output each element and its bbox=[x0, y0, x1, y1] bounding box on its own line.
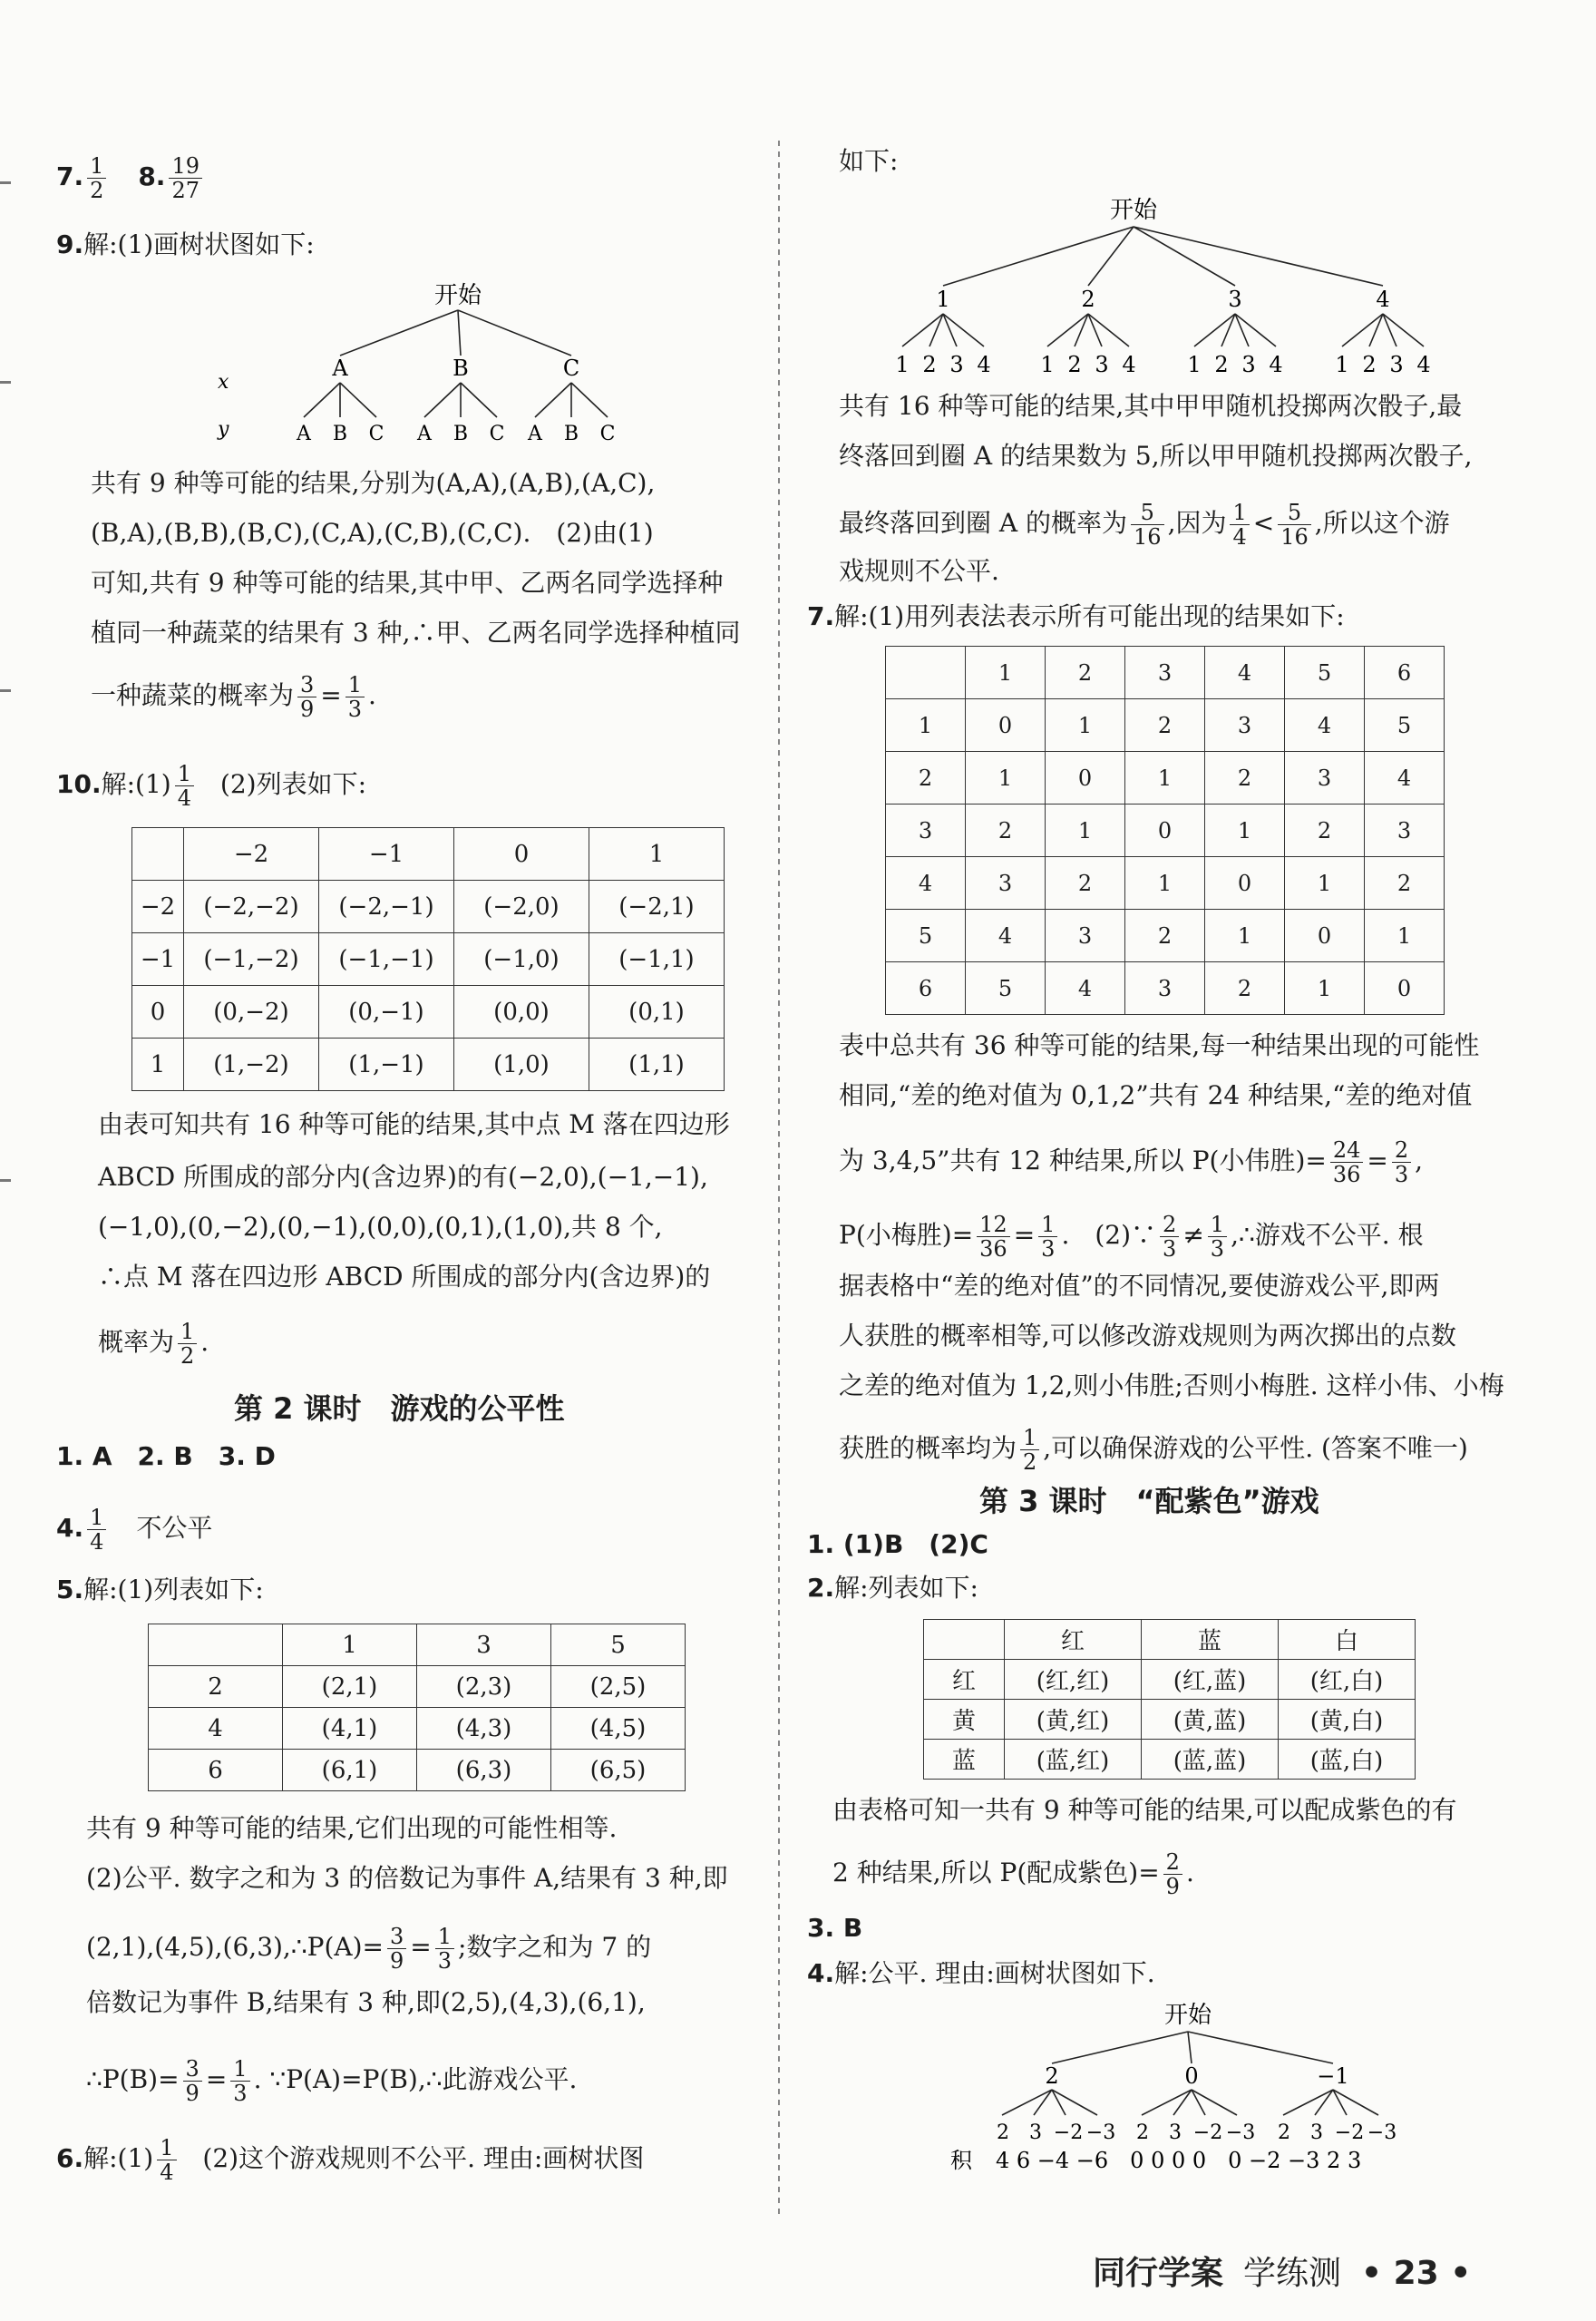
table-cell: 1 bbox=[966, 752, 1046, 805]
table-row bbox=[149, 1708, 686, 1750]
table-cell: 1 bbox=[1125, 752, 1205, 805]
table-cell: 0 bbox=[132, 986, 184, 1039]
tree-node: 3 bbox=[1228, 287, 1242, 312]
table-cell: 2 bbox=[966, 805, 1046, 857]
table-cell: 5 bbox=[1365, 699, 1445, 752]
tree-leaf: B bbox=[332, 423, 348, 445]
table-cell: (1,−2) bbox=[184, 1039, 319, 1091]
table-row bbox=[886, 805, 1445, 857]
tree-branches bbox=[902, 227, 1424, 346]
text-line: 相同,“差的绝对值为 0,1,2”共有 24 种结果,“差的绝对值 bbox=[839, 1080, 1473, 1110]
product-values: 4 6 −4 −6 0 0 0 0 0 −2 −3 2 3 bbox=[996, 2148, 1362, 2173]
q7-intro: 7.解:(1)用列表法表示所有可能出现的结果如下: bbox=[807, 601, 1345, 631]
tree-leaf: 3 bbox=[1029, 2121, 1042, 2144]
table-cell: 3 bbox=[1205, 699, 1285, 752]
table-cell: 5 bbox=[966, 962, 1046, 1015]
tree-leaf: 2 bbox=[1136, 2121, 1149, 2144]
table-cell: 1 bbox=[1205, 910, 1285, 962]
table-header-row bbox=[132, 828, 725, 881]
tree-node: C bbox=[562, 356, 580, 381]
table-cell: (0,−1) bbox=[319, 986, 454, 1039]
table-cell: 4 bbox=[1046, 962, 1125, 1015]
text-line: (−1,0),(0,−2),(0,−1),(0,0),(0,1),(1,0),共 8 个, bbox=[98, 1212, 663, 1242]
table-cell: (6,1) bbox=[283, 1750, 417, 1791]
table-cell: (蓝,白) bbox=[1279, 1740, 1416, 1780]
q9-intro: 9.解:(1)画树状图如下: bbox=[56, 229, 315, 259]
table-cell: 0 bbox=[454, 828, 589, 881]
answer-7-8: 7. $\frac{1}{2}$ 8. $\frac{19}{27}$ bbox=[56, 154, 206, 202]
tree-leaf: 4 bbox=[977, 352, 991, 377]
table-cell: 3 bbox=[1365, 805, 1445, 857]
table-cell: 6 bbox=[886, 962, 966, 1015]
tree-node: −1 bbox=[1317, 2063, 1349, 2089]
table-cell: −2 bbox=[132, 881, 184, 933]
tree-leaf: 2 bbox=[922, 352, 937, 377]
page-footer bbox=[1093, 2248, 1471, 2294]
table-row bbox=[886, 699, 1445, 752]
q7-table bbox=[885, 646, 1445, 1015]
tree-root: 开始 bbox=[433, 282, 482, 309]
s2-q6-intro: 6.解:(1) $\frac{1}{4}$ (2)这个游戏规则不公平. 理由:画树状图 bbox=[56, 2135, 645, 2185]
table-cell: (−2,−1) bbox=[319, 881, 454, 933]
text-line: 共有 9 种等可能的结果,分别为(A,A),(A,B),(A,C), bbox=[91, 468, 656, 498]
table-header-row bbox=[886, 647, 1445, 699]
table-cell: 1 bbox=[589, 828, 725, 881]
table-cell: 红 bbox=[924, 1660, 1005, 1700]
tree-leaf: 4 bbox=[1122, 352, 1136, 377]
s3-answer-3: 3. B bbox=[807, 1913, 863, 1943]
table-cell bbox=[149, 1624, 283, 1666]
tree-leaf: 3 bbox=[1310, 2121, 1323, 2144]
s2-q5-intro: 5.解:(1)列表如下: bbox=[56, 1575, 264, 1604]
tree-branch bbox=[1188, 2032, 1333, 2063]
text-line: (B,A),(B,B),(B,C),(C,A),(C,B),(C,C). (2)由(1) bbox=[91, 518, 654, 548]
table-cell: 红 bbox=[1005, 1620, 1142, 1660]
table-cell: 4 bbox=[1205, 647, 1285, 699]
table-cell: (0,1) bbox=[589, 986, 725, 1039]
table-cell: 0 bbox=[1205, 857, 1285, 910]
column-divider bbox=[778, 141, 780, 2218]
tree-leaf: A bbox=[417, 423, 432, 445]
s2-answer-4: 4. $\frac{1}{4}$ 不公平 bbox=[56, 1505, 213, 1555]
table-cell: 1 bbox=[1285, 962, 1365, 1015]
tree-branch bbox=[1134, 227, 1235, 286]
text-line: 终落回到圈 A 的结果数为 5,所以甲甲随机投掷两次骰子, bbox=[839, 441, 1473, 471]
table-row bbox=[886, 962, 1445, 1015]
table-cell: (蓝,红) bbox=[1005, 1740, 1142, 1780]
tree-level2 bbox=[997, 2121, 1396, 2144]
table-cell: (1,1) bbox=[589, 1039, 725, 1091]
table-cell: 4 bbox=[149, 1708, 283, 1750]
tree-branch bbox=[424, 383, 461, 417]
table-cell: 2 bbox=[1125, 699, 1205, 752]
table-row bbox=[132, 986, 725, 1039]
table-header-row bbox=[149, 1624, 686, 1666]
tree-root: 开始 bbox=[1163, 2002, 1212, 2029]
tree-leaf: C bbox=[489, 423, 505, 445]
table-cell: 1 bbox=[1365, 910, 1445, 962]
section-heading-3: 第 3 课时 “配紫色”游戏 bbox=[979, 1484, 1319, 1518]
tree-leaf: 1 bbox=[1187, 352, 1202, 377]
tree-level2 bbox=[296, 423, 615, 445]
table-cell: (红,红) bbox=[1005, 1660, 1142, 1700]
tree-leaf: 3 bbox=[1389, 352, 1404, 377]
tree-level1 bbox=[331, 356, 579, 381]
table-cell: 2 bbox=[1365, 857, 1445, 910]
table-cell: 3 bbox=[1125, 962, 1205, 1015]
tree-leaf: 4 bbox=[1416, 352, 1431, 377]
tree-node: 0 bbox=[1184, 2063, 1199, 2089]
text-line: 一种蔬菜的概率为 $\frac{3}{9}$ = $\frac{1}{3}$ . bbox=[91, 672, 376, 722]
text-line: 倍数记为事件 B,结果有 3 种,即(2,5),(4,3),(6,1), bbox=[86, 1987, 646, 2017]
tree-branch bbox=[340, 383, 376, 417]
table-cell: (4,5) bbox=[551, 1708, 686, 1750]
table-cell: (红,白) bbox=[1279, 1660, 1416, 1700]
tree-leaf: C bbox=[599, 423, 616, 445]
margin-mark bbox=[0, 181, 11, 184]
s3-q4-tree-diagram bbox=[934, 1995, 1397, 2177]
table-cell: (−1,−1) bbox=[319, 933, 454, 986]
table-cell: 3 bbox=[417, 1624, 551, 1666]
text-line: 植同一种蔬菜的结果有 3 种,∴甲、乙两名同学选择种植同 bbox=[91, 618, 741, 648]
tree-leaf: C bbox=[368, 423, 384, 445]
q10-table bbox=[131, 827, 725, 1091]
table-cell: −1 bbox=[132, 933, 184, 986]
table-cell: 2 bbox=[1125, 910, 1205, 962]
tree-x-label: x bbox=[218, 371, 229, 394]
text-line: (2,1),(4,5),(6,3),∴P(A)= $\frac{3}{9}$ = $\frac{1}{3}$ ;数字之和为 7 的 bbox=[86, 1924, 652, 1974]
table-cell: 6 bbox=[149, 1750, 283, 1791]
text-line: 可知,共有 9 种等可能的结果,其中甲、乙两名同学选择种 bbox=[91, 568, 724, 598]
table-cell: 蓝 bbox=[924, 1740, 1005, 1780]
text-line: 2 种结果,所以 P(配成紫色)= $\frac{2}{9}$ . bbox=[832, 1849, 1194, 1899]
text-line: ABCD 所围成的部分内(含边界)的有(−2,0),(−1,−1), bbox=[98, 1162, 708, 1192]
table-cell: 1 bbox=[966, 647, 1046, 699]
table-cell: 3 bbox=[1285, 752, 1365, 805]
table-cell: 0 bbox=[1365, 962, 1445, 1015]
table-cell: 4 bbox=[966, 910, 1046, 962]
table-cell: (−2,0) bbox=[454, 881, 589, 933]
table-cell: 3 bbox=[886, 805, 966, 857]
q9-tree-diagram bbox=[209, 272, 635, 444]
table-cell: (6,5) bbox=[551, 1750, 686, 1791]
text-line: 表中总共有 36 种等可能的结果,每一种结果出现的可能性 bbox=[839, 1030, 1480, 1060]
tree-branch bbox=[1283, 2090, 1333, 2115]
table-cell: 蓝 bbox=[1142, 1620, 1279, 1660]
table-cell: 2 bbox=[149, 1666, 283, 1708]
s3-q2-intro: 2.解:列表如下: bbox=[807, 1573, 978, 1603]
table-cell: 4 bbox=[1365, 752, 1445, 805]
table-cell: 0 bbox=[1285, 910, 1365, 962]
tree-leaf: −3 bbox=[1225, 2121, 1256, 2144]
text-line: 戏规则不公平. bbox=[839, 556, 999, 586]
table-cell: 5 bbox=[886, 910, 966, 962]
tree-node: 2 bbox=[1081, 287, 1095, 312]
table-cell: 2 bbox=[1046, 857, 1125, 910]
tree-node: B bbox=[453, 356, 469, 381]
table-row bbox=[132, 933, 725, 986]
table-row bbox=[886, 910, 1445, 962]
tree-leaf: A bbox=[528, 423, 542, 445]
table-cell: (−2,−2) bbox=[184, 881, 319, 933]
tree-branch bbox=[1002, 2090, 1052, 2115]
text-line: 如下: bbox=[839, 146, 899, 176]
tree-branch bbox=[1088, 227, 1134, 286]
table-cell: (1,0) bbox=[454, 1039, 589, 1091]
table-row bbox=[924, 1660, 1416, 1700]
table-cell: 1 bbox=[132, 1039, 184, 1091]
table-cell: −1 bbox=[319, 828, 454, 881]
table-cell bbox=[886, 647, 966, 699]
table-cell: 3 bbox=[966, 857, 1046, 910]
table-cell: (−2,1) bbox=[589, 881, 725, 933]
table-cell: (2,5) bbox=[551, 1666, 686, 1708]
text-line: ∴点 M 落在四边形 ABCD 所围成的部分内(含边界)的 bbox=[98, 1262, 711, 1292]
q10-intro: 10.解:(1) $\frac{1}{4}$ (2)列表如下: bbox=[56, 761, 367, 811]
tree-leaf: B bbox=[453, 423, 469, 445]
table-cell: 1 bbox=[1046, 699, 1125, 752]
tree-leaf: −3 bbox=[1085, 2121, 1116, 2144]
table-header-row bbox=[924, 1620, 1416, 1660]
tree-branch bbox=[1134, 227, 1383, 286]
tree-node: 2 bbox=[1045, 2063, 1059, 2089]
table-cell: 1 bbox=[1125, 857, 1205, 910]
tree-leaf: 1 bbox=[1335, 352, 1349, 377]
table-cell: (6,3) bbox=[417, 1750, 551, 1791]
table-cell: 6 bbox=[1365, 647, 1445, 699]
tree-branch bbox=[458, 310, 461, 356]
text-line: 概率为 $\frac{1}{2}$ . bbox=[98, 1319, 209, 1369]
s2-answers-1-3: 1. A 2. B 3. D bbox=[56, 1441, 276, 1471]
tree-leaf: 3 bbox=[1169, 2121, 1182, 2144]
table-row bbox=[924, 1740, 1416, 1780]
table-cell: 0 bbox=[1046, 752, 1125, 805]
table-cell bbox=[132, 828, 184, 881]
table-cell: −2 bbox=[184, 828, 319, 881]
product-label: 积 bbox=[950, 2148, 972, 2173]
table-row bbox=[132, 1039, 725, 1091]
tree-leaf: 1 bbox=[1040, 352, 1055, 377]
table-cell: 1 bbox=[1285, 857, 1365, 910]
table-row bbox=[149, 1750, 686, 1791]
tree-leaf: A bbox=[297, 423, 311, 445]
tree-branch bbox=[535, 383, 571, 417]
tree-branch bbox=[1188, 2032, 1192, 2063]
table-cell: 5 bbox=[1285, 647, 1365, 699]
table-cell: 2 bbox=[886, 752, 966, 805]
text-line: 共有 16 种等可能的结果,其中甲甲随机投掷两次骰子,最 bbox=[839, 391, 1463, 421]
text-line: 获胜的概率均为 $\frac{1}{2}$ ,可以确保游戏的公平性. (答案不唯一) bbox=[839, 1425, 1468, 1475]
table-row bbox=[149, 1666, 686, 1708]
table-cell: 4 bbox=[886, 857, 966, 910]
tree-leaf: −3 bbox=[1367, 2121, 1397, 2144]
tree-level1 bbox=[1045, 2063, 1348, 2089]
tree-leaf: 3 bbox=[1241, 352, 1256, 377]
tree-branch bbox=[340, 310, 458, 356]
q6-tree-diagram bbox=[889, 190, 1431, 381]
table-cell: (−1,0) bbox=[454, 933, 589, 986]
tree-branch bbox=[461, 383, 497, 417]
table-cell: 2 bbox=[1285, 805, 1365, 857]
table-cell: 黄 bbox=[924, 1700, 1005, 1740]
table-cell: (0,0) bbox=[454, 986, 589, 1039]
section-heading-2: 第 2 课时 游戏的公平性 bbox=[234, 1391, 565, 1426]
table-cell: (4,1) bbox=[283, 1708, 417, 1750]
table-cell: 0 bbox=[1125, 805, 1205, 857]
s3-q4-intro: 4.解:公平. 理由:画树状图如下. bbox=[807, 1958, 1155, 1988]
table-cell: 2 bbox=[1046, 647, 1125, 699]
tree-root: 开始 bbox=[1109, 197, 1158, 224]
table-cell: (−1,1) bbox=[589, 933, 725, 986]
tree-y-label: y bbox=[218, 418, 229, 441]
table-cell: (4,3) bbox=[417, 1708, 551, 1750]
tree-node: A bbox=[332, 356, 348, 381]
table-cell: (红,蓝) bbox=[1142, 1660, 1279, 1700]
text-line: 据表格中“差的绝对值”的不同情况,要使游戏公平,即两 bbox=[839, 1271, 1440, 1301]
tree-leaf: 4 bbox=[1269, 352, 1283, 377]
table-cell: 1 bbox=[1205, 805, 1285, 857]
table-row bbox=[924, 1700, 1416, 1740]
table-cell: (蓝,蓝) bbox=[1142, 1740, 1279, 1780]
text-line: 人获胜的概率相等,可以修改游戏规则为两次掷出的点数 bbox=[839, 1321, 1456, 1351]
tree-leaf: −2 bbox=[1334, 2121, 1365, 2144]
text-line: 最终落回到圈 A 的概率为 $\frac{5}{16}$ ,因为 $\frac{1}{4}$ < $\frac{5}{16}$ ,所以这个游 bbox=[839, 500, 1450, 550]
tree-leaf: 2 bbox=[1278, 2121, 1290, 2144]
table-cell: 白 bbox=[1279, 1620, 1416, 1660]
table-cell: 1 bbox=[886, 699, 966, 752]
table-cell: 3 bbox=[1125, 647, 1205, 699]
table-cell: (2,1) bbox=[283, 1666, 417, 1708]
table-cell: 1 bbox=[1046, 805, 1125, 857]
table-cell: (−1,−2) bbox=[184, 933, 319, 986]
text-line: (2)公平. 数字之和为 3 的倍数记为事件 A,结果有 3 种,即 bbox=[86, 1863, 728, 1893]
tree-branch bbox=[458, 310, 571, 356]
brand-name: 同行学案 bbox=[1093, 2255, 1224, 2292]
margin-mark bbox=[0, 1179, 11, 1182]
page-number: • 23 • bbox=[1361, 2255, 1472, 2292]
tree-branch bbox=[304, 383, 340, 417]
table-row bbox=[132, 881, 725, 933]
s3-q2-table bbox=[923, 1619, 1416, 1780]
text-line: 为 3,4,5”共有 12 种结果,所以 P(小伟胜)= $\frac{24}{36}$ = $\frac{2}{3}$ , bbox=[839, 1137, 1424, 1187]
tree-leaf: 3 bbox=[1095, 352, 1109, 377]
tree-node: 4 bbox=[1376, 287, 1390, 312]
tree-branch bbox=[943, 227, 1134, 286]
table-cell: 1 bbox=[283, 1624, 417, 1666]
table-cell: 2 bbox=[1205, 962, 1285, 1015]
text-line: 之差的绝对值为 1,2,则小伟胜;否则小梅胜. 这样小伟、小梅 bbox=[839, 1370, 1504, 1400]
text-line: ∴P(B)= $\frac{3}{9}$ = $\frac{1}{3}$ . ∵P(A)=P(B),∴此游戏公平. bbox=[86, 2056, 578, 2106]
table-cell: 2 bbox=[1205, 752, 1285, 805]
s2-q5-table bbox=[148, 1624, 686, 1791]
table-cell: (0,−2) bbox=[184, 986, 319, 1039]
tree-branch bbox=[1142, 2090, 1192, 2115]
tree-leaf: 1 bbox=[895, 352, 910, 377]
tree-leaf: 2 bbox=[1067, 352, 1082, 377]
table-cell: (黄,蓝) bbox=[1142, 1700, 1279, 1740]
table-cell: 5 bbox=[551, 1624, 686, 1666]
table-row bbox=[886, 857, 1445, 910]
tree-leaf: 2 bbox=[1362, 352, 1377, 377]
text-line: P(小梅胜)= $\frac{12}{36}$ = $\frac{1}{3}$ . (2)∵ $\frac{2}{3}$ ≠ $\frac{1}{3}$ ,∴游戏不公平. 根 bbox=[839, 1212, 1424, 1262]
tree-leaf: −2 bbox=[1192, 2121, 1223, 2144]
tree-branch bbox=[1052, 2032, 1188, 2063]
table-cell bbox=[924, 1620, 1005, 1660]
s3-answer-1: 1. (1)B (2)C bbox=[807, 1529, 988, 1559]
text-line: 由表可知共有 16 种等可能的结果,其中点 M 落在四边形 bbox=[98, 1109, 730, 1139]
margin-mark bbox=[0, 381, 11, 384]
table-cell: (1,−1) bbox=[319, 1039, 454, 1091]
tree-level2 bbox=[895, 352, 1430, 377]
tree-leaf: B bbox=[563, 423, 579, 445]
table-cell: (黄,红) bbox=[1005, 1700, 1142, 1740]
tree-level1 bbox=[936, 287, 1389, 312]
tree-leaf: 3 bbox=[949, 352, 964, 377]
table-cell: 3 bbox=[1046, 910, 1125, 962]
table-cell: 0 bbox=[966, 699, 1046, 752]
table-cell: (黄,白) bbox=[1279, 1700, 1416, 1740]
margin-mark bbox=[0, 689, 11, 692]
text-line: 共有 9 种等可能的结果,它们出现的可能性相等. bbox=[86, 1813, 618, 1843]
table-row bbox=[886, 752, 1445, 805]
table-cell: (2,3) bbox=[417, 1666, 551, 1708]
text-line: 由表格可知一共有 9 种等可能的结果,可以配成紫色的有 bbox=[832, 1795, 1457, 1825]
table-cell: 4 bbox=[1285, 699, 1365, 752]
tree-leaf: 2 bbox=[1214, 352, 1229, 377]
tree-leaf: −2 bbox=[1053, 2121, 1084, 2144]
series-name: 学练测 bbox=[1243, 2255, 1342, 2292]
tree-leaf: 2 bbox=[997, 2121, 1009, 2144]
tree-node: 1 bbox=[936, 287, 950, 312]
tree-branch bbox=[571, 383, 608, 417]
